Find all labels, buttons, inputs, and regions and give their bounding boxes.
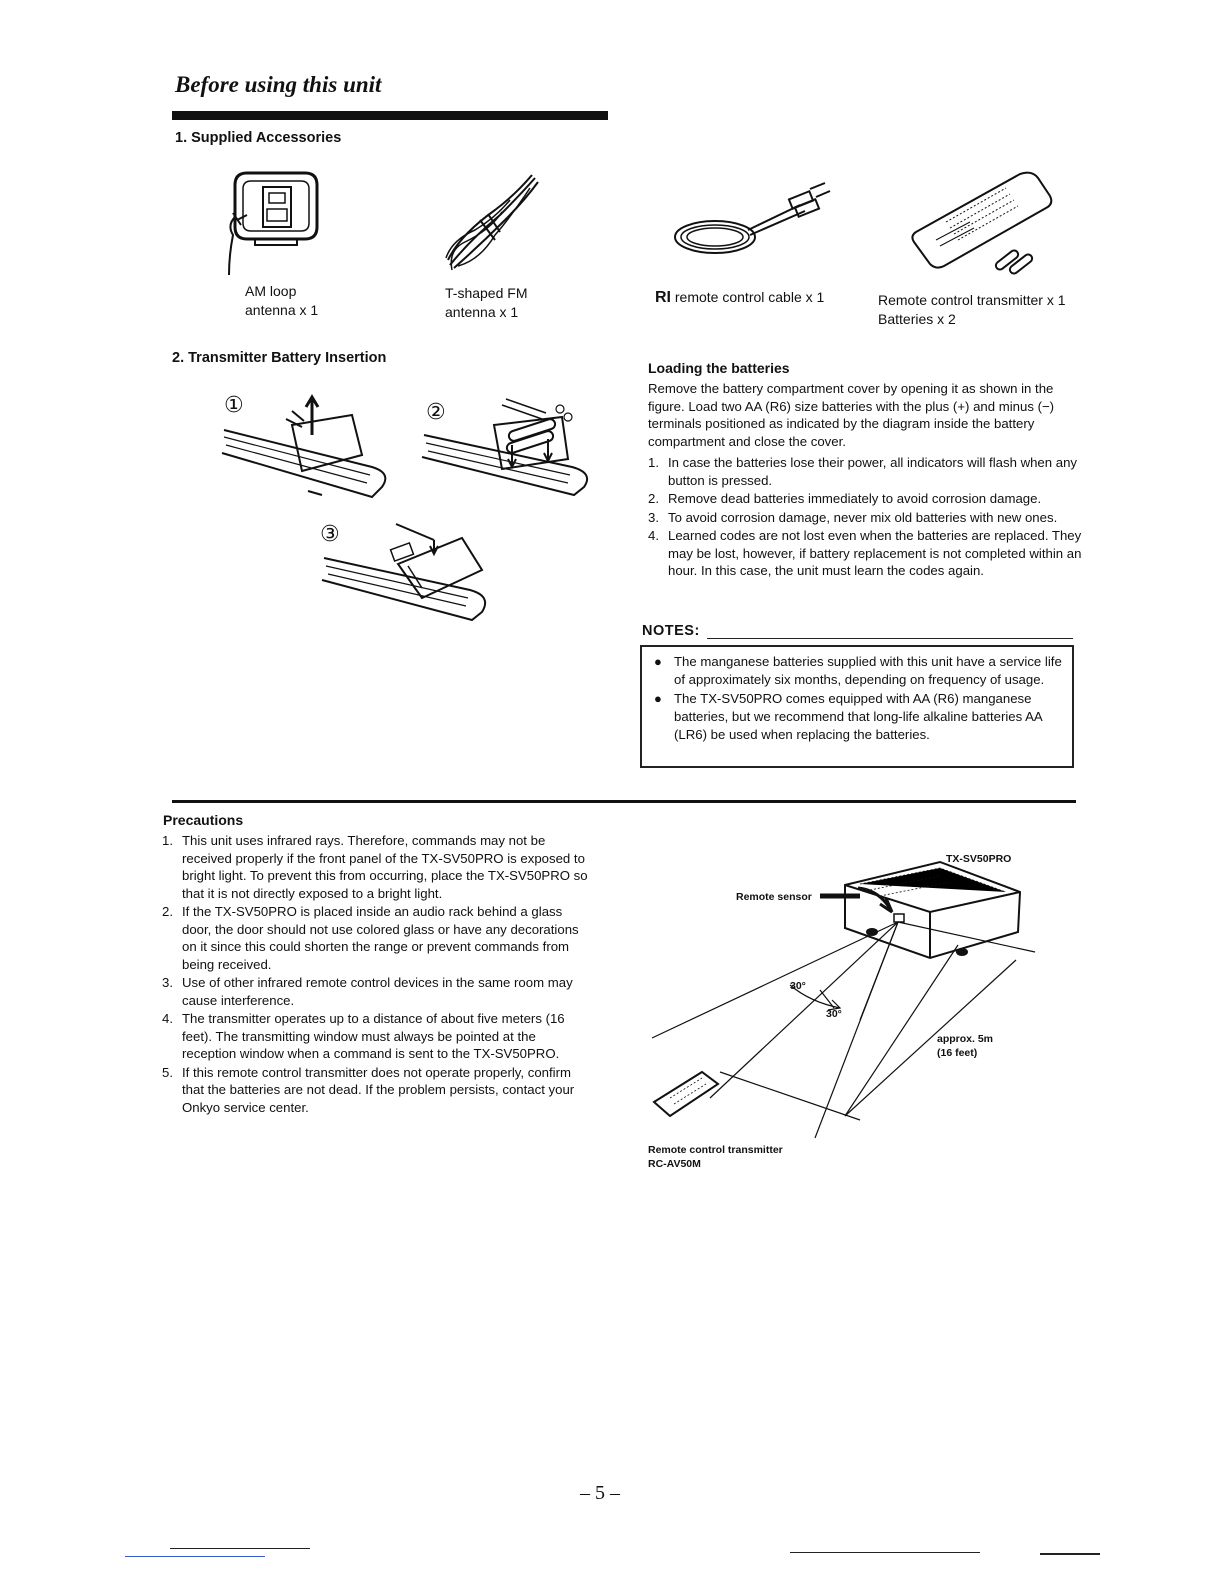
note-item	[652, 653, 1064, 689]
notes-rule	[707, 638, 1073, 639]
transmitter-line: RC-AV50M	[648, 1158, 701, 1170]
item-number: 3.	[162, 975, 173, 990]
item-number: 1.	[162, 833, 173, 848]
item-text: Use of other infrared remote control devices in the same room may cause interference.	[182, 975, 573, 1008]
am-loop-caption	[245, 282, 318, 320]
caption-line: Batteries x 2	[878, 311, 956, 327]
remote-transmitter-caption	[878, 291, 1066, 329]
item-text: If the TX-SV50PRO is placed inside an audio rack behind a glass door, the door should not use colored glass or have any decorations on it since this could shorten the range or prevent commands from being received.	[182, 904, 579, 972]
battery-step-2-illustration	[422, 395, 602, 500]
item-number: 3.	[648, 509, 659, 525]
battery-step-1-illustration	[222, 395, 402, 505]
list-item	[648, 454, 1082, 489]
bullet-icon: ●	[654, 691, 662, 706]
loading-batteries-heading: Loading the batteries	[648, 360, 790, 376]
item-number: 2.	[648, 491, 659, 506]
bullet-icon: ●	[654, 654, 662, 669]
caption-line: antenna x 1	[245, 302, 319, 318]
remote-range-diagram	[640, 840, 1060, 1140]
unit-label: TX-SV50PRO	[946, 853, 1012, 865]
ri-cable-illustration	[670, 175, 835, 265]
caption-line: AM loop	[245, 283, 297, 299]
item-text: If this remote control transmitter does not operate properly, confirm that the batteries are not dead. If the problem persists, contact your Onkyo service center.	[182, 1064, 575, 1115]
page-number: – 5 –	[580, 1482, 620, 1504]
distance-label	[937, 1032, 993, 1060]
item-number: 2.	[162, 904, 173, 919]
fm-antenna-illustration	[440, 170, 550, 280]
note-text: The manganese batteries supplied with this unit have a service life of approximately six months, depending on frequency of usage.	[674, 654, 1062, 687]
section-divider	[172, 800, 1076, 803]
notes-label: NOTES:	[642, 623, 700, 639]
supplied-accessories-heading: 1. Supplied Accessories	[175, 130, 342, 146]
remote-sensor-label: Remote sensor	[736, 891, 812, 903]
loading-batteries-intro: Remove the battery compartment cover by opening it as shown in the figure. Load two AA (R6) size batteries with the plus (+) and minus (−) terminals positioned as indicated by the diagram inside the battery compartment and close the cover.	[648, 381, 1055, 449]
caption-line: Remote control transmitter x 1	[878, 292, 1066, 308]
step-2-label: ②	[426, 400, 446, 425]
list-item	[648, 490, 1082, 508]
item-number: 1.	[648, 455, 659, 470]
ri-logo: RI	[655, 289, 671, 306]
ri-cable-caption	[655, 288, 824, 307]
scan-artifact-line	[1040, 1553, 1100, 1555]
battery-step-3-illustration	[322, 520, 497, 630]
caption-line: T-shaped FM	[445, 285, 528, 301]
caption-line: remote control cable x 1	[674, 289, 825, 305]
page-title: Before using this unit	[175, 72, 382, 97]
angle-label-1: 30°	[790, 980, 806, 992]
notes-box	[640, 645, 1074, 768]
scan-artifact-line	[170, 1548, 310, 1549]
item-number: 4.	[648, 528, 659, 543]
note-item	[652, 690, 1064, 744]
list-item	[162, 832, 590, 902]
item-text: In case the batteries lose their power, all indicators will flash when any button is pressed.	[668, 455, 1078, 488]
list-item	[648, 527, 1082, 580]
fm-antenna-caption	[445, 284, 527, 322]
battery-insertion-heading: 2. Transmitter Battery Insertion	[172, 350, 387, 366]
item-text: Learned codes are not lost even when the batteries are replaced. They may be lost, however, if battery replacement is not completed within an hour. In this case, the unit must learn the codes again.	[668, 528, 1082, 578]
list-item	[162, 1064, 590, 1117]
am-loop-antenna-illustration	[225, 165, 335, 280]
list-item	[648, 509, 1082, 527]
transmitter-line: Remote control transmitter	[648, 1144, 783, 1156]
scan-artifact-line	[790, 1552, 980, 1553]
step-1-label: ①	[224, 393, 244, 418]
item-text: To avoid corrosion damage, never mix old batteries with new ones.	[668, 509, 1058, 525]
precautions-heading: Precautions	[163, 812, 244, 828]
transmitter-label	[648, 1143, 783, 1171]
distance-line: (16 feet)	[937, 1047, 978, 1059]
remote-transmitter-illustration	[910, 170, 1060, 280]
title-underline	[172, 111, 608, 120]
distance-line: approx. 5m	[937, 1033, 994, 1045]
caption-line: antenna x 1	[445, 304, 519, 320]
list-item	[162, 1010, 590, 1063]
loading-batteries-steps	[648, 454, 1082, 581]
list-item	[162, 974, 590, 1009]
note-text: The TX-SV50PRO comes equipped with AA (R6) manganese batteries, but we recommend that long-life alkaline batteries AA (LR6) be used when replacing the batteries.	[674, 691, 1042, 742]
item-text: This unit uses infrared rays. Therefore, commands may not be received properly if the front panel of the TX-SV50PRO is exposed to bright light. To prevent this from occurring, place the TX-SV50PRO so that it is not directly exposed to a bright light.	[182, 833, 588, 901]
scan-artifact-line	[125, 1556, 265, 1557]
item-number: 4.	[162, 1011, 173, 1026]
item-number: 5.	[162, 1064, 173, 1080]
step-3-label: ③	[320, 522, 340, 547]
item-text: Remove dead batteries immediately to avoid corrosion damage.	[668, 491, 1042, 506]
item-text: The transmitter operates up to a distance of about five meters (16 feet). The transmitting window must always be pointed at the reception window when a command is sent to the TX-SV50PRO.	[182, 1011, 565, 1061]
precautions-list	[162, 832, 590, 1117]
angle-label-2: 30°	[826, 1008, 842, 1020]
list-item	[162, 903, 590, 973]
